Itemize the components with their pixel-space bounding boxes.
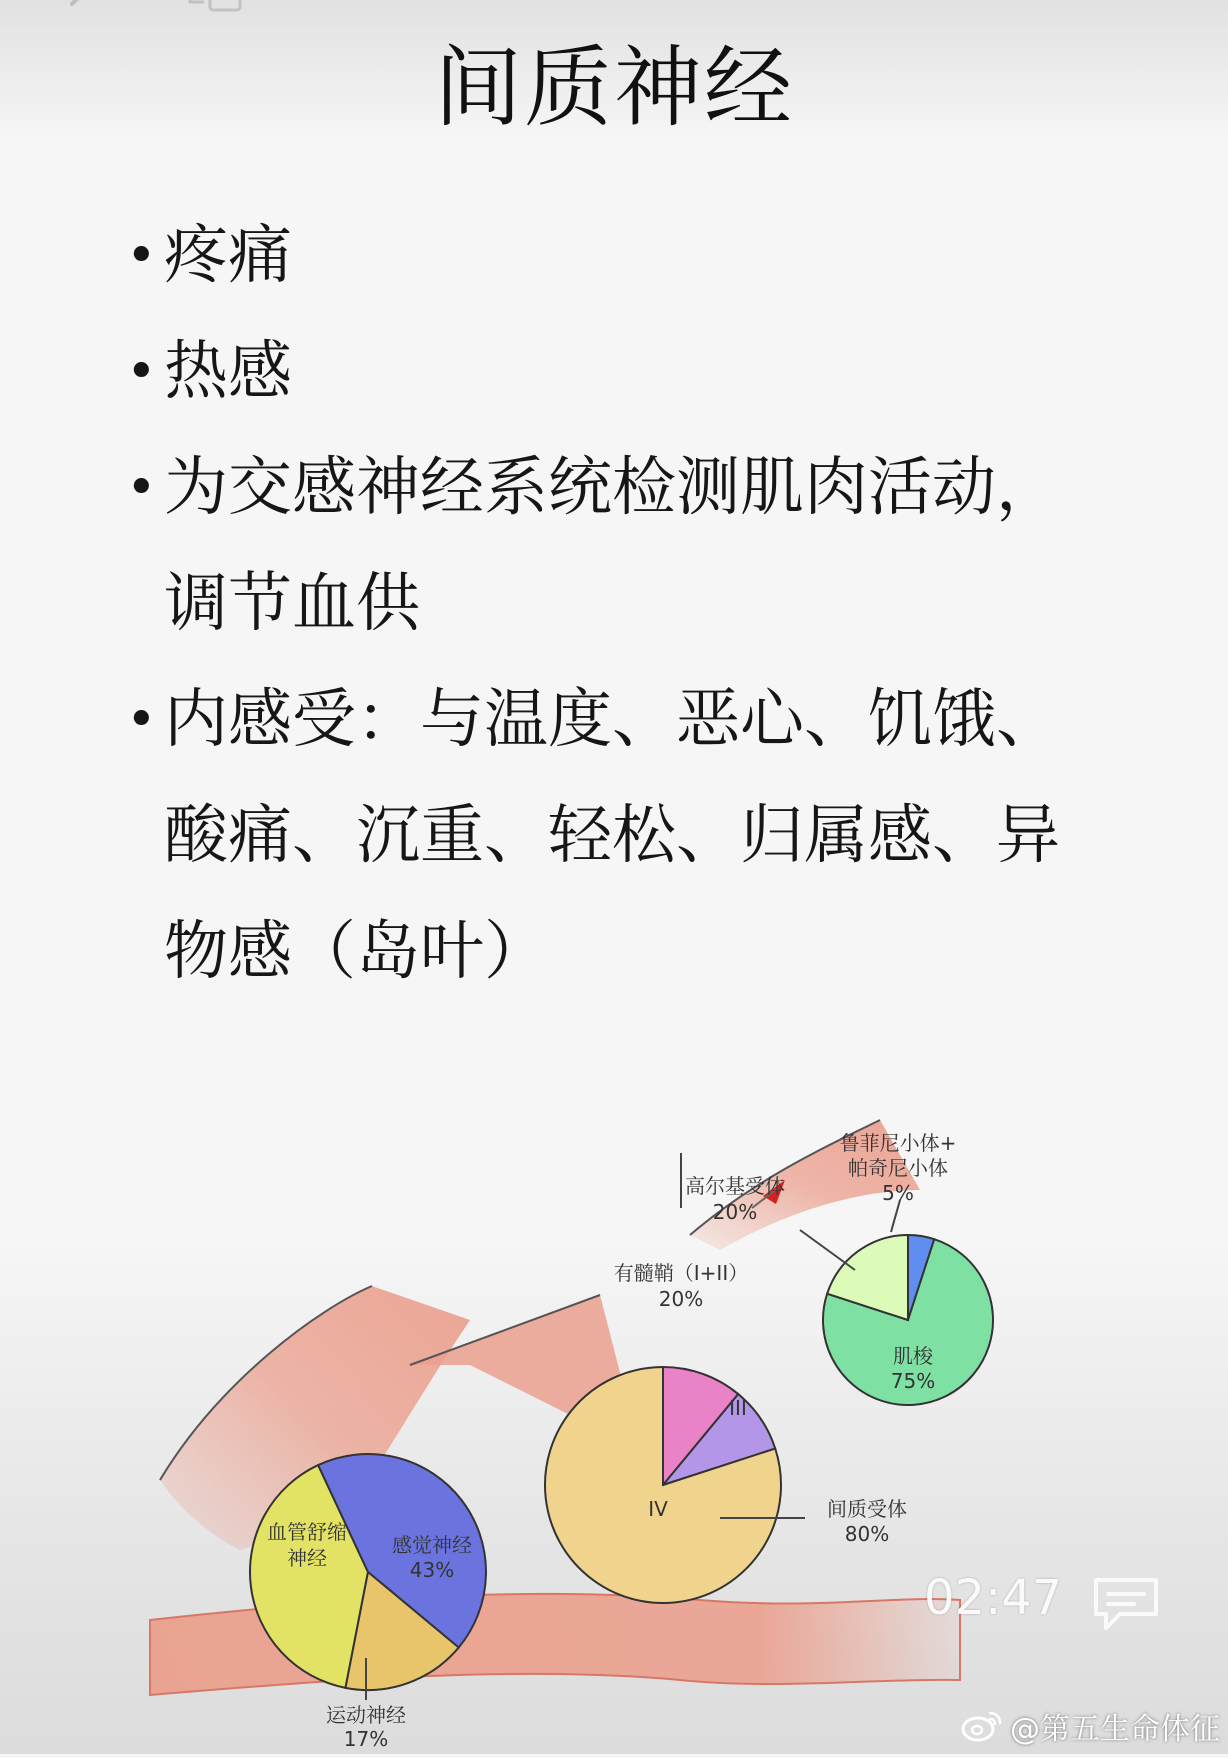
bullet-marker: •: [126, 690, 157, 750]
label-myelinated-percent: 20%: [658, 1287, 704, 1311]
corner-icon[interactable]: [186, 0, 250, 18]
bullet-marker: •: [126, 226, 157, 286]
chat-bubble-icon[interactable]: [1090, 1574, 1162, 1634]
weibo-icon: [960, 1709, 1004, 1743]
label-ruffini-pacini-line1: 鲁菲尼小体+: [839, 1131, 957, 1155]
label-ruffini-pacini-line2: 帕奇尼小体: [848, 1156, 948, 1180]
label-golgi-percent: 20%: [712, 1200, 758, 1224]
label-motor-nerve-percent: 17%: [343, 1727, 389, 1751]
bullet-item-interoception: [126, 662, 1086, 1010]
bullet-item-heat: [126, 314, 1086, 430]
bullet-text-continued: 调节血供: [164, 567, 420, 641]
label-vasomotor-line1: 血管舒缩: [267, 1520, 347, 1544]
label-interstitial-percent: 80%: [844, 1522, 890, 1546]
slide-title: 间质神经: [433, 36, 794, 139]
label-motor-nerve: 运动神经: [326, 1703, 406, 1727]
bullet-text-continued: 酸痛、沉重、轻松、归属感、异: [164, 799, 1060, 873]
watermark-text: @第五生命体征: [1010, 1712, 1220, 1747]
label-ruffini-pacini-percent: 5%: [882, 1181, 914, 1205]
bullet-marker: •: [126, 458, 157, 518]
bullet-text: 内感受：与温度、恶心、饥饿、: [164, 683, 1060, 757]
video-timestamp: 02:47: [924, 1570, 1063, 1626]
label-sensory-nerve-percent: 43%: [409, 1558, 455, 1582]
nerve-composition-diagram: [0, 1080, 1228, 1754]
label-group-iv: IV: [648, 1497, 668, 1521]
label-group-iii: III: [729, 1396, 747, 1420]
label-myelinated: 有髓鞘（I+II）: [613, 1261, 749, 1285]
bullet-marker: •: [126, 342, 157, 402]
label-interstitial-receptor: 间质受体: [827, 1497, 907, 1521]
label-vasomotor-line2: 神经: [287, 1546, 327, 1570]
label-muscle-spindle: 肌梭: [893, 1344, 933, 1368]
label-muscle-spindle-percent: 75%: [890, 1369, 936, 1393]
bullet-list: [126, 198, 1086, 1010]
label-sensory-nerve: 感觉神经: [392, 1533, 472, 1557]
bullet-item-sympathetic: [126, 430, 1086, 662]
back-arrow-icon[interactable]: [62, 0, 98, 18]
label-golgi: 高尔基受体: [685, 1174, 785, 1198]
bullet-text: 为交感神经系统检测肌肉活动，: [164, 451, 1060, 525]
bullet-text: 疼痛: [164, 219, 292, 293]
watermark: [960, 1704, 1220, 1748]
bullet-text: 热感: [164, 335, 292, 409]
bullet-item-pain: [126, 198, 1086, 314]
bullet-text-continued: 物感（岛叶）: [164, 915, 548, 989]
